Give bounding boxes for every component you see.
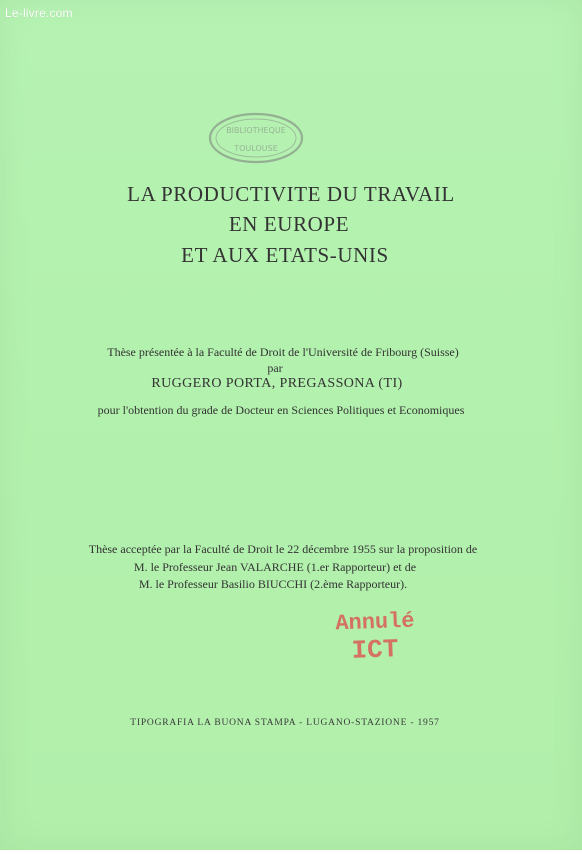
annule-stamp-line-2: ICT	[351, 634, 399, 666]
title-line-3: ET AUX ETATS-UNIS	[181, 243, 389, 267]
stamp-top-text: BIBLIOTHEQUE	[226, 126, 286, 135]
thesis-author: RUGGERO PORTA, PREGASSONA (TI)	[151, 376, 403, 391]
watermark: Le-livre.com	[5, 6, 73, 20]
acceptance-line-3: M. le Professeur Basilio BIUCCHI (2.ème Rapporteur).	[138, 577, 408, 591]
acceptance-line-2: M. le Professeur Jean VALARCHE (1.er Rapporteur) et de	[133, 560, 417, 574]
stamp-bottom-text: TOULOUSE	[234, 144, 278, 153]
thesis-presented: Thèse présentée à la Faculté de Droit de l'Université de Fribourg (Suisse)	[107, 345, 459, 359]
printer-imprint: TIPOGRAFIA LA BUONA STAMPA - LUGANO-STAZIONE - 1957	[130, 718, 440, 728]
annule-stamp-line-1: Annulé	[334, 608, 416, 637]
title-line-2: EN EUROPE	[228, 212, 350, 236]
thesis-obtention: pour l'obtention du grade de Docteur en Sciences Politiques et Economiques	[97, 403, 465, 417]
library-stamp-icon	[207, 110, 305, 166]
acceptance-line-1: Thèse acceptée par la Faculté de Droit le 22 décembre 1955 sur la proposition de	[88, 542, 478, 556]
annule-stamp	[325, 608, 425, 666]
title-line-1: LA PRODUCTIVITE DU TRAVAIL	[127, 182, 455, 206]
thesis-par: par	[267, 361, 283, 375]
